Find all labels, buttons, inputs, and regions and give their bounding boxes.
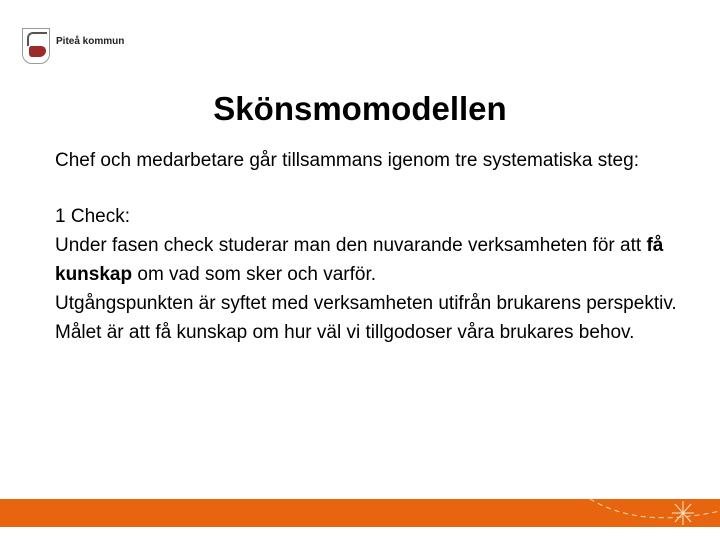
step-line-3: Målet är att få kunskap om hur väl vi tillgodoser våra brukares behov. xyxy=(55,322,635,343)
bold-text: få kunskap xyxy=(55,235,664,285)
slide-body xyxy=(55,146,695,347)
logo xyxy=(22,28,124,64)
footer-bar xyxy=(0,499,720,527)
crest-icon xyxy=(22,28,50,64)
slide-title: Skönsmomodellen xyxy=(213,90,507,127)
text: Under fasen check studerar man den nuvarande verksamheten för att xyxy=(55,235,647,256)
step-heading: 1 Check: xyxy=(55,206,130,227)
intro-text: Chef och medarbetare går tillsammans igenom tre systematiska steg: xyxy=(55,150,639,171)
text: om vad som sker och varför. xyxy=(132,264,377,285)
logo-text: Piteå kommun xyxy=(56,35,125,47)
step-line-2: Utgångspunkten är syftet med verksamheten utifrån brukarens perspektiv. xyxy=(55,293,677,314)
footer-decoration xyxy=(0,499,720,527)
step-line-1 xyxy=(55,231,695,289)
